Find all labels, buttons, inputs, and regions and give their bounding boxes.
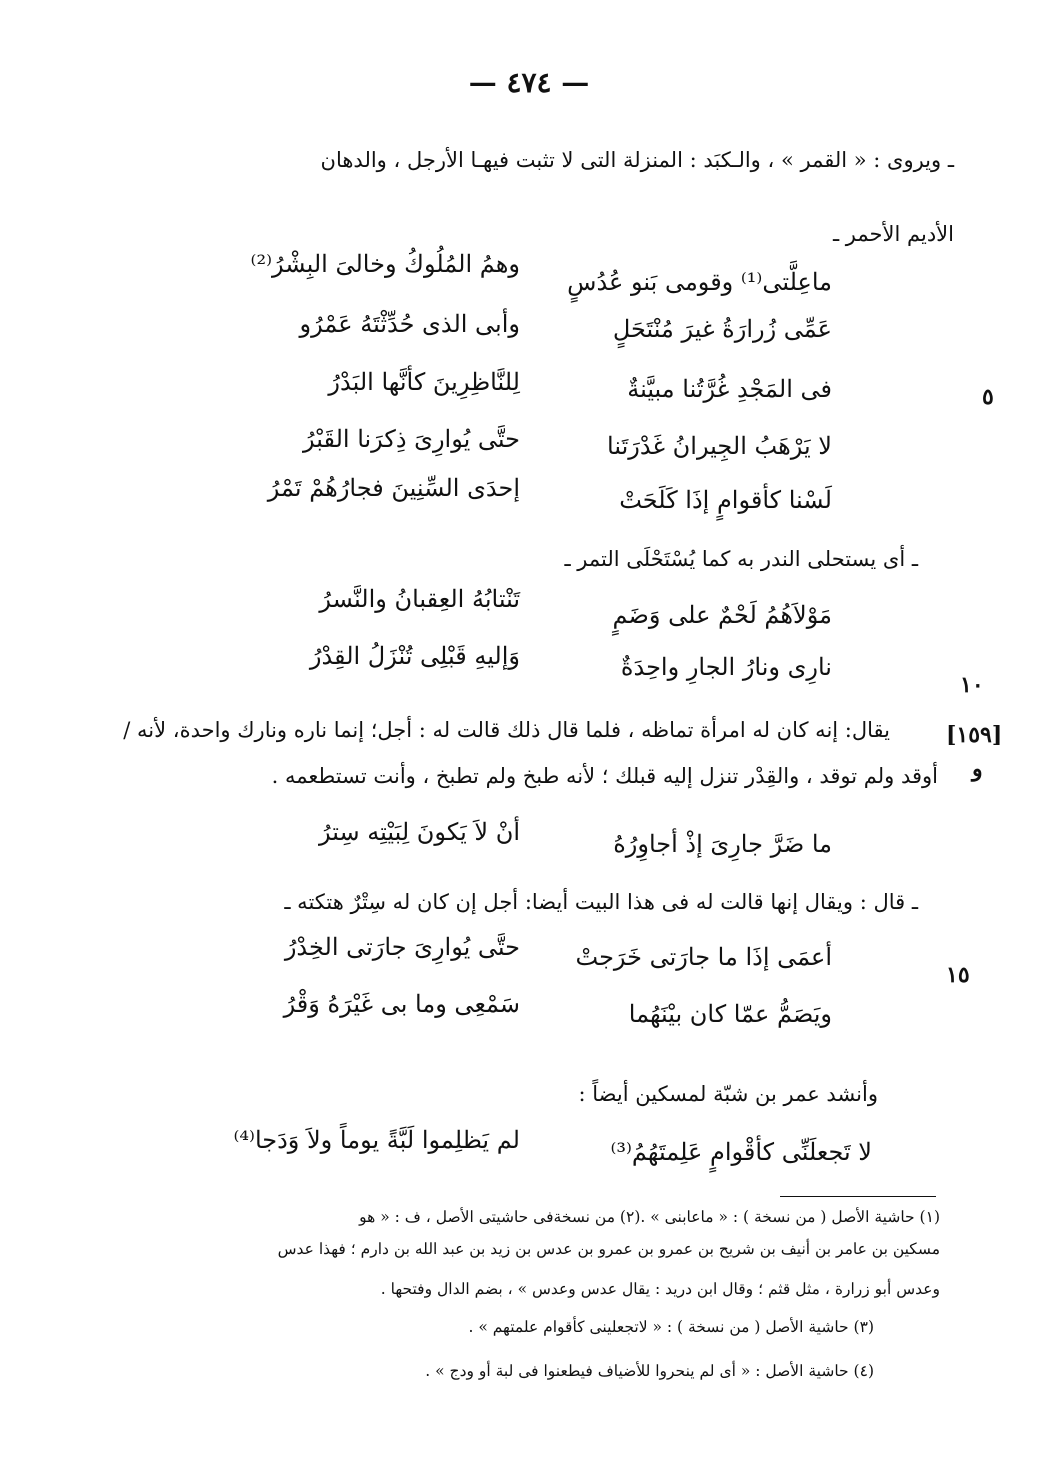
verse-8-first-hemistich: ما ضَرَّ جارِىَ إذْ أجاوِرُهُ — [613, 830, 832, 858]
verse-5-second-hemistich: إحدَى السِّنِينَ فجارُهُمْ تَمْرُ — [267, 474, 520, 502]
verse-4-second-hemistich: حتَّى يُوارِىَ ذِكرَنا القَبْرُ — [302, 425, 520, 453]
footnote-line-2: مسكين بن عامر بن أنيف بن شريح بن عمرو بن عمرو بن عدس بن زيد بن عبد الله بن دارم ؛ فهذا عدس — [277, 1240, 940, 1258]
verse-3-second-hemistich: لِلنَّاظِرِينَ كأنَّها البَدْرُ — [328, 368, 520, 396]
verse-3-first-hemistich: فى المَجْدِ غُرَّتُنا مبيَّنةٌ — [627, 375, 832, 403]
verse-gloss: ـ أى يستحلى الندر به كما يُسْتَحْلَى التمر ـ — [564, 547, 918, 571]
prose-paragraph-3: ـ قال : ويقال إنها قالت له فى هذا البيت أيضا: أجل إن كان له سِتْرٌ هتكته ـ — [284, 890, 918, 914]
prose-line-1: ـ ويروى : « القمر » ، والـكبَد : المنزلة التى لا تثبت فيهـا الأرجل ، والدهان — [320, 148, 954, 172]
footnote-line-4: (٣) حاشية الأصل ( من نسخة ) : « لاتجعلينى كأقوام علمتهم » . — [468, 1318, 874, 1336]
prose-paragraph-1: يقال: إنه كان له امرأة تماظه ، فلما قال ذلك قالت له : أجل؛ إنما ناره ونارك واحدة، لأنه / — [123, 718, 890, 742]
verse-10-first-hemistich: ويَصَمُّ عمّا كان بيْنَهُما — [628, 1000, 832, 1028]
prose-line-2: الأديم الأحمر ـ — [832, 222, 954, 246]
verse-8-second-hemistich: أنْ لاَ يَكونَ لِبَيْتِه سِترُ — [319, 818, 520, 846]
verse-6-first-hemistich: مَوْلاَهُمُ لَحْمٌ على وَضَمٍ — [612, 601, 832, 629]
prose-paragraph-4: وأنشد عمر بن شبّة لمسكين أيضاً : — [578, 1082, 878, 1106]
footnote-line-1: (١) حاشية الأصل ( من نسخة ) : « ماعابنى » .(٢) من نسخةفى حاشيتى الأصل ، ف : « هو — [359, 1208, 940, 1226]
verse-7-first-hemistich: نارِى ونارُ الجارِ واحِدَةٌ — [620, 653, 832, 681]
line-number-10: ١٠ — [960, 672, 984, 698]
verse-5-first-hemistich: لَسْنا كأقوامٍ إذَا كَلَحَتْ — [619, 486, 832, 514]
verse-11-first-hemistich: لا تَجعلَنِّى كأقْوامٍ عَلِمتَهُمُ⁽³⁾ — [610, 1138, 872, 1166]
footnote-line-3: وعدس أبو زرارة ، مثل قثم ؛ وقال ابن دريد : يقال عدس وعدس » ، بضم الدال وفتحها . — [380, 1280, 940, 1298]
line-number-5: ٥ — [982, 384, 994, 410]
verse-4-first-hemistich: لا يَرْهَبُ الجِيرانُ غَدْرَتَنا — [607, 432, 832, 460]
line-number-15: ١٥ — [946, 962, 970, 988]
footnote-rule — [780, 1196, 936, 1197]
verse-10-second-hemistich: سَمْعِى وما بى غَيْرَهُ وَقْرُ — [283, 990, 520, 1018]
verse-2-first-hemistich: عَمِّى زُرارَةُ غيرَ مُنْتَحَلٍ — [612, 315, 832, 343]
prose-paragraph-2: أوقد ولم توقد ، والقِدْر تنزل إليه قبلك ؛ لأنه طبخ ولم تطبخ ، وأنت تستطعمه . — [271, 764, 938, 788]
verse-9-second-hemistich: حتَّى يُوارِىَ جارَتى الخِدْرُ — [284, 933, 520, 961]
verse-9-first-hemistich: أعمَى إذَا ما جارَتى خَرَجتْ — [575, 943, 832, 971]
verse-11-second-hemistich: لم يَظلِموا لَبَّةً يوماً ولاَ وَدَجا⁽⁴⁾ — [233, 1126, 520, 1154]
verse-7-second-hemistich: وَإليهِ قَبْلِى تُنْزَلُ القِدْرُ — [309, 642, 520, 670]
footnote-line-5: (٤) حاشية الأصل : « أى لم ينحروا للأضياف فيطعنوا فى لبة أو ودج » . — [425, 1362, 874, 1380]
folio-marker: [١٥٩] — [946, 722, 1003, 748]
verse-6-second-hemistich: تَنْتابُهُ العِقبانُ والنَّسرُ — [319, 585, 520, 613]
page-number: — ٤٧٤ — — [468, 66, 590, 99]
verse-1-second-hemistich: وهمُ المُلُوكُ وخالىَ البِشْرُ⁽²⁾ — [250, 250, 520, 278]
verse-2-second-hemistich: وأبى الذى حُدِّثْتَهُ عَمْرُو — [299, 310, 520, 338]
folio-side: و — [972, 756, 983, 782]
verse-1-first-hemistich: ماعِلَّتى⁽¹⁾ وقومى بَنو عُدُسٍ — [567, 268, 832, 296]
